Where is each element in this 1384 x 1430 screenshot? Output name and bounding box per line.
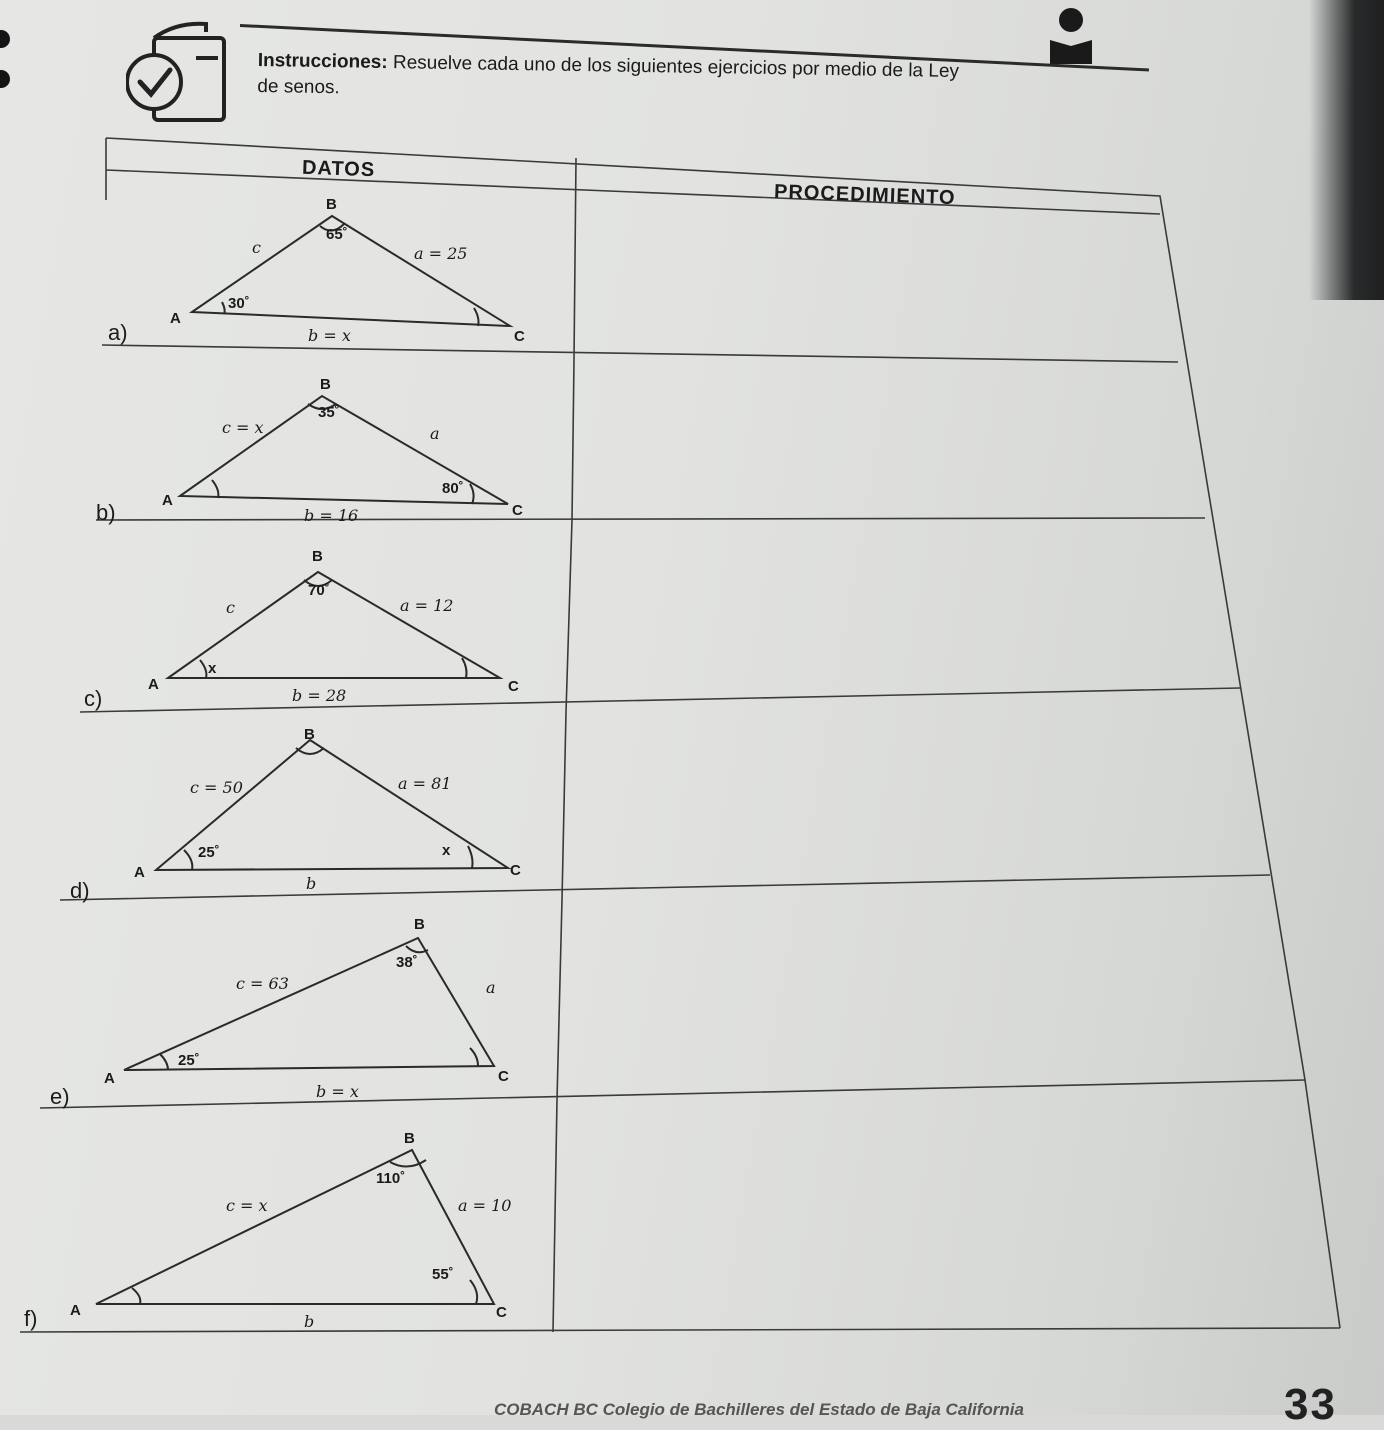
vertex-label: A — [148, 676, 159, 693]
vertex-label: C — [510, 862, 521, 879]
side-label: a — [486, 978, 496, 997]
angle-arc — [184, 850, 192, 870]
angle-label: x — [208, 660, 217, 677]
vertex-label: B — [312, 548, 323, 565]
vertex-label: B — [304, 726, 315, 743]
vertex-label: B — [326, 196, 337, 213]
row-letter: e) — [50, 1084, 70, 1109]
side-label: b = x — [308, 326, 351, 345]
side-label: a = 81 — [398, 774, 452, 793]
angle-label: 65˚ — [326, 226, 348, 243]
row-separator — [80, 688, 1240, 712]
side-label: a = 25 — [414, 244, 468, 263]
footer-institution: COBACH BC Colegio de Bachilleres del Estado de Baja California — [494, 1400, 1024, 1419]
vertex-label: B — [320, 376, 331, 393]
row-separator — [102, 345, 1178, 362]
row-letter: f) — [24, 1306, 38, 1331]
column-divider — [553, 158, 576, 1332]
angle-arc — [474, 308, 479, 326]
angle-label: 70˚ — [308, 582, 330, 599]
column-header-datos: DATOS — [301, 156, 376, 182]
side-label: b = 28 — [292, 686, 347, 705]
angle-label: 30˚ — [228, 295, 250, 312]
angle-label: 80˚ — [442, 480, 464, 497]
row-separator — [20, 1328, 1340, 1332]
vertex-label: A — [70, 1302, 81, 1319]
side-label: c = 50 — [190, 778, 243, 797]
angle-label: 25˚ — [198, 844, 220, 861]
angle-arc — [468, 846, 473, 868]
row-separator — [60, 875, 1270, 900]
side-label: b = x — [316, 1082, 359, 1101]
vertex-label: B — [414, 916, 425, 933]
row-separator — [40, 1080, 1305, 1108]
angle-arc — [470, 484, 474, 504]
page-number: 33 — [1284, 1380, 1337, 1429]
angle-arc — [470, 1048, 478, 1066]
side-label: c = x — [226, 1196, 268, 1215]
vertex-label: C — [508, 678, 519, 695]
angle-arc — [212, 480, 218, 498]
instructions-label: Instrucciones: — [257, 49, 388, 74]
side-label: b — [304, 1312, 315, 1331]
angle-label: 38˚ — [396, 954, 418, 971]
side-label: a — [430, 424, 440, 443]
angle-arc — [462, 658, 467, 678]
vertex-label: A — [134, 864, 145, 881]
side-label: a = 10 — [458, 1196, 512, 1215]
angle-label: x — [442, 842, 451, 859]
vertex-label: A — [104, 1070, 115, 1087]
side-label: b — [306, 874, 317, 893]
side-label: a = 12 — [400, 596, 454, 615]
angle-arc — [132, 1288, 140, 1304]
vertex-label: B — [404, 1130, 415, 1147]
vertex-label: C — [496, 1304, 507, 1321]
angle-label: 55˚ — [432, 1266, 454, 1283]
row-letter: c) — [84, 686, 103, 711]
triangle-c — [168, 572, 500, 678]
vertex-label: C — [512, 502, 523, 519]
vertex-label: C — [514, 328, 525, 345]
row-letter: b) — [96, 500, 116, 525]
row-letter: d) — [70, 878, 90, 903]
side-label: c = x — [222, 418, 264, 437]
triangle-e — [124, 938, 494, 1070]
angle-arc — [200, 660, 206, 678]
angle-arc — [222, 302, 225, 314]
angle-arc — [160, 1054, 168, 1070]
angle-label: 25˚ — [178, 1052, 200, 1069]
vertex-label: A — [162, 492, 173, 509]
vertex-label: C — [498, 1068, 509, 1085]
angle-label: 35˚ — [318, 404, 340, 421]
angle-arc — [470, 1280, 477, 1304]
instructions-text-2: de senos. — [257, 75, 340, 99]
side-label: c — [226, 598, 235, 617]
side-label: c = 63 — [236, 974, 289, 993]
vertex-label: A — [170, 310, 181, 327]
instructions-text: Resuelve cada uno de los siguientes ejercicios por medio de la Ley — [392, 52, 960, 83]
side-label: c — [252, 238, 261, 257]
side-label: b = 16 — [304, 506, 359, 525]
row-letter: a) — [108, 320, 128, 345]
header-separator — [106, 170, 1160, 214]
angle-label: 110˚ — [376, 1170, 406, 1187]
row-separator — [96, 518, 1205, 520]
column-header-procedimiento: PROCEDIMIENTO — [773, 180, 956, 210]
